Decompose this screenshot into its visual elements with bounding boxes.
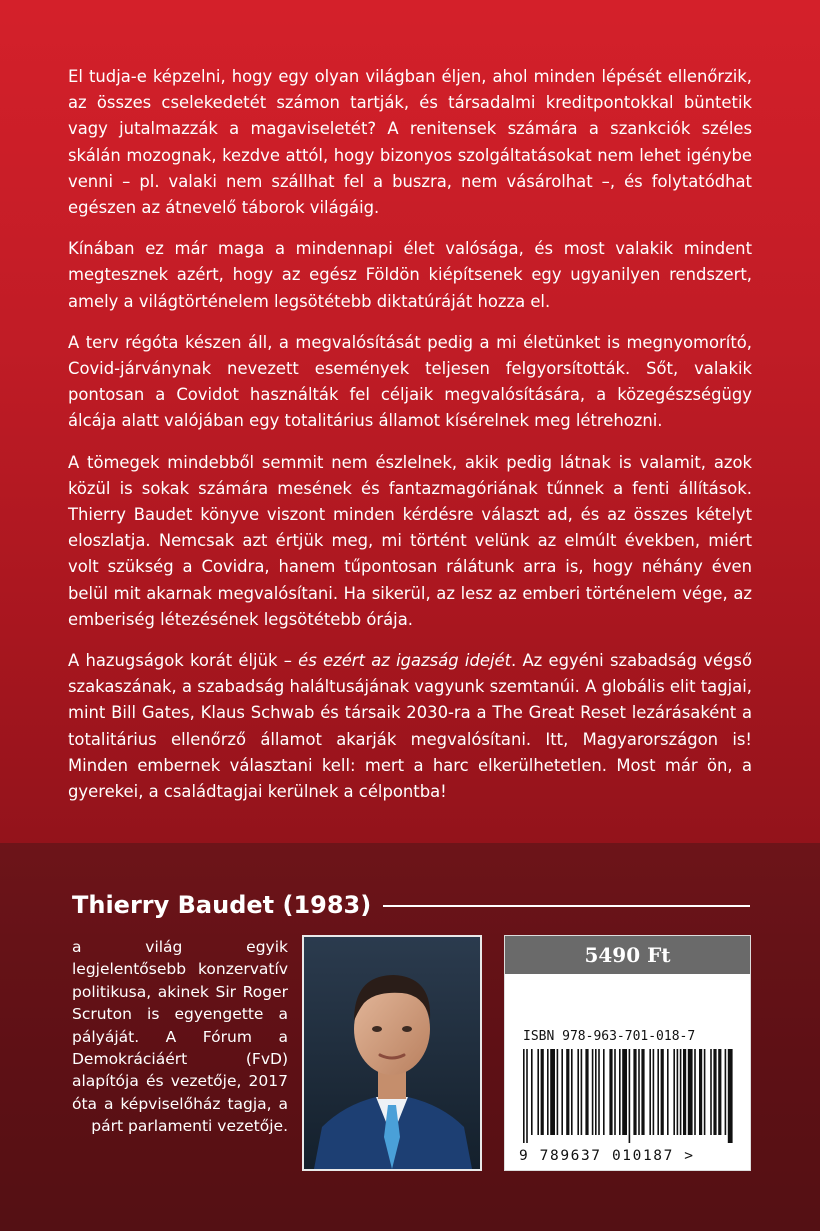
blurb-paragraph: A tömegek mindebből semmit nem észlelnek, akik pedig látnak is valamit, azok közül is sokak számára mesének és fantazmagóriának tűnnek a fenti állítások. Thierry Baudet könyve viszont minden kérdésre választ ad, és az összes kételyt eloszlatja. Nemcsak azt értjük meg, mi történt velünk az elmúlt években, miért volt szükség a Covidra, hanem tűpontosan rálátunk arra is, hogy néhány éven belül mit akarnak megvalósítani. Ha sikerül, az lesz az emberi történelem vége, az emberiség létezésének legsötétebb órája. <box>68 452 752 629</box>
author-portrait-icon <box>304 937 480 1169</box>
barcode-bar <box>531 1049 533 1135</box>
author-bio: a világ egyik legjelentősebb konzervatív politikusa, akinek Sir Roger Scruton is egyengette a pályáját. A Fórum a Demokráciáért (FvD) alapítója és vezetője, 2017 óta a képviselőház tagja, a párt parlamenti vezetője. <box>72 938 288 1136</box>
barcode-bar <box>603 1049 605 1135</box>
barcode-bar <box>614 1049 616 1135</box>
barcode-bar <box>526 1049 528 1143</box>
barcode-bar <box>633 1049 636 1135</box>
barcode-icon <box>523 1049 735 1143</box>
heading-divider <box>383 905 750 907</box>
price-barcode-box <box>504 935 751 1171</box>
barcode-bar <box>688 1049 693 1135</box>
barcode-bar <box>667 1049 669 1135</box>
barcode-bar <box>653 1049 655 1135</box>
barcode-bar <box>523 1049 525 1143</box>
barcode-bar <box>598 1049 600 1135</box>
author-name-heading: Thierry Baudet (1983) <box>72 891 372 919</box>
isbn-label: ISBN 978-963-701-018-7 <box>523 1029 696 1044</box>
blurb-text: . Az egyéni szabadság végső szakaszának, a szabadság haláltusájának vagyunk szemtanúi. A globális elit tagjai, mint Bill Gates, Klaus Schwab és társaik 2030-ra a The Great Reset lezárásaként a totalitárius ellenőrző államot akarják megvalósítani. Itt, Magyarországon is! Minden embernek választani kell: mert a harc elkerülhetetlen. Most már ön, a gyerekei, a családtagjai kerülnek a célpontba! <box>68 651 752 802</box>
barcode-bar <box>629 1049 631 1143</box>
barcode-bar <box>704 1049 706 1135</box>
blurb-paragraph: A terv régóta készen áll, a megvalósítását pedig a mi életünket is megnyomorító, Covid-járványnak nevezett események teljesen felgyorsították. Sőt, valakik pontosan a Covidot használták fel céljaik megvalósítására, a közegészségügy álcája alatt valójában egy totalitárius államot kísérelnek meg létrehozni. <box>68 332 752 431</box>
barcode-bar <box>571 1049 573 1135</box>
barcode-bar <box>585 1049 588 1135</box>
barcode-bar <box>537 1049 539 1135</box>
barcode-bar <box>577 1049 579 1135</box>
barcode-bar <box>609 1049 612 1135</box>
barcode-bar <box>649 1049 651 1135</box>
ean-digits: 9 789637 010187 > <box>519 1148 695 1164</box>
barcode-bar <box>581 1049 583 1135</box>
barcode-bar <box>541 1049 544 1135</box>
barcode-bar <box>619 1049 621 1135</box>
barcode-bar <box>710 1049 712 1135</box>
blurb-paragraph <box>68 648 752 805</box>
barcode-bar <box>657 1049 659 1135</box>
barcode-bar <box>677 1049 679 1135</box>
barcode-bar <box>673 1049 675 1135</box>
barcode-bar <box>683 1049 686 1135</box>
barcode-bar <box>725 1049 727 1135</box>
barcode-bar <box>592 1049 594 1135</box>
barcode-bar <box>680 1049 682 1135</box>
barcode-bar <box>728 1049 733 1143</box>
barcode-bar <box>661 1049 664 1135</box>
barcode-bar <box>566 1049 569 1135</box>
author-portrait-photo <box>302 935 482 1171</box>
barcode-bar <box>547 1049 549 1135</box>
barcode-bar <box>638 1049 640 1135</box>
barcode-bar <box>641 1049 644 1135</box>
barcode-bar <box>550 1049 555 1135</box>
barcode-bar <box>561 1049 563 1135</box>
back-cover-blurb <box>68 64 752 820</box>
price-label: 5490 Ft <box>505 936 750 974</box>
barcode-bar <box>699 1049 702 1135</box>
blurb-paragraph: Kínában ez már maga a mindennapi élet valósága, és most valakik mindent megtesznek azért, hogy az egész Földön kiépítsenek egy ugyanilyen rendszert, amely a világtörténelem legsötétebb diktatúráját hozza el. <box>68 239 752 311</box>
barcode-bar <box>694 1049 696 1135</box>
barcode-bar <box>557 1049 559 1135</box>
barcode-bar <box>718 1049 721 1135</box>
blurb-text: A hazugságok korát éljük – <box>68 651 299 671</box>
blurb-italic-text: és ezért az igazság idejét <box>298 651 512 671</box>
barcode-bar <box>622 1049 627 1135</box>
barcode-bar <box>713 1049 716 1135</box>
blurb-paragraph: El tudja-e képzelni, hogy egy olyan világban éljen, ahol minden lépését ellenőrzik, az összes cselekedetét számon tartják, és társadalmi kreditpontokkal büntetik vagy jutalmazzák a magaviseletét? A renitensek számára a szankciók széles skálán mozognak, kezdve attól, hogy bizonyos szolgáltatásokat nem lehet igénybe venni – pl. valaki nem szállhat fel a buszra, nem vásárolhat –, és folytatódhat egészen az átnevelő táborok világáig. <box>68 67 752 218</box>
barcode-bar <box>595 1049 597 1135</box>
